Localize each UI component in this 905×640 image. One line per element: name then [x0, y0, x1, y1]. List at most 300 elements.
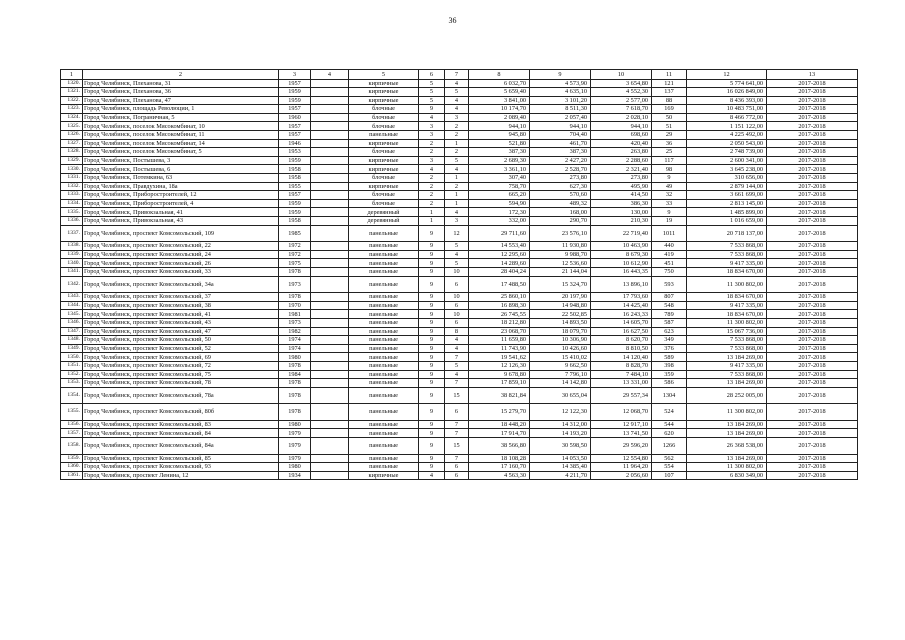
- cell-entrances: 10: [445, 293, 469, 302]
- table-row: [61, 336, 858, 345]
- cell-row-number: 1355.: [61, 404, 83, 421]
- cell-area-8: 23 576,10: [530, 225, 591, 242]
- cell-area-8: 10 306,90: [530, 336, 591, 345]
- cell-cost: 2 600 341,00: [687, 156, 767, 165]
- cell-floors: 5: [419, 88, 445, 97]
- cell-row-number: 1321.: [61, 88, 83, 97]
- cell-col-4: [311, 353, 349, 362]
- cell-residents: 620: [652, 429, 687, 438]
- table-header-row: [61, 70, 858, 80]
- cell-address: Город Челябинск, проспект Комсомольский, 22: [83, 242, 279, 251]
- cell-year-built: 1978: [279, 267, 311, 276]
- cell-wall-material: блочные: [349, 199, 419, 208]
- cell-address: Город Челябинск, проспект Комсомольский, 43: [83, 318, 279, 327]
- cell-entrances: 6: [445, 471, 469, 480]
- cell-col-4: [311, 336, 349, 345]
- cell-area-9: 12 917,10: [591, 420, 652, 429]
- cell-col-4: [311, 471, 349, 480]
- cell-area-8: 704,40: [530, 131, 591, 140]
- cell-total-area: 19 541,62: [469, 353, 530, 362]
- cell-row-number: 1331.: [61, 174, 83, 183]
- cell-col-4: [311, 79, 349, 88]
- cell-period: 2017-2018: [767, 420, 858, 429]
- table-row: [61, 454, 858, 463]
- cell-col-4: [311, 438, 349, 455]
- cell-floors: 1: [419, 217, 445, 226]
- cell-address: Город Челябинск, проспект Комсомольский, 24: [83, 250, 279, 259]
- cell-cost: 26 368 538,00: [687, 438, 767, 455]
- cell-cost: 16 026 849,00: [687, 88, 767, 97]
- cell-wall-material: панельные: [349, 336, 419, 345]
- table-row: [61, 429, 858, 438]
- cell-floors: 9: [419, 370, 445, 379]
- cell-residents: 98: [652, 165, 687, 174]
- cell-area-8: 14 385,40: [530, 463, 591, 472]
- cell-row-number: 1361.: [61, 471, 83, 480]
- cell-period: 2017-2018: [767, 404, 858, 421]
- cell-residents: 589: [652, 353, 687, 362]
- cell-address: Город Челябинск, проспект Комсомольский, 85: [83, 454, 279, 463]
- cell-wall-material: панельные: [349, 353, 419, 362]
- cell-row-number: 1325.: [61, 122, 83, 131]
- cell-year-built: 1958: [279, 174, 311, 183]
- cell-cost: 1 485 899,00: [687, 208, 767, 217]
- cell-area-9: 29 557,34: [591, 387, 652, 404]
- cell-entrances: 4: [445, 250, 469, 259]
- cell-cost: 6 830 349,00: [687, 471, 767, 480]
- cell-col-4: [311, 182, 349, 191]
- cell-area-8: 30 655,04: [530, 387, 591, 404]
- cell-address: Город Челябинск, проспект Комсомольский, 84а: [83, 438, 279, 455]
- cell-area-8: 15 410,02: [530, 353, 591, 362]
- table-row: [61, 174, 858, 183]
- cell-wall-material: панельные: [349, 404, 419, 421]
- cell-area-9: 698,60: [591, 131, 652, 140]
- cell-row-number: 1343.: [61, 293, 83, 302]
- cell-cost: 2 879 144,00: [687, 182, 767, 191]
- cell-residents: 562: [652, 454, 687, 463]
- cell-floors: 9: [419, 267, 445, 276]
- table-row: [61, 420, 858, 429]
- table-row: [61, 318, 858, 327]
- cell-entrances: 7: [445, 420, 469, 429]
- cell-floors: 4: [419, 471, 445, 480]
- cell-total-area: 17 859,10: [469, 379, 530, 388]
- table-row: [61, 139, 858, 148]
- cell-area-9: 14 605,70: [591, 318, 652, 327]
- cell-address: Город Челябинск, Приборостроителей, 4: [83, 199, 279, 208]
- cell-year-built: 1978: [279, 387, 311, 404]
- cell-period: 2017-2018: [767, 199, 858, 208]
- cell-residents: 419: [652, 250, 687, 259]
- cell-area-8: 627,30: [530, 182, 591, 191]
- cell-address: Город Челябинск, проспект Комсомольский, 37: [83, 293, 279, 302]
- cell-col-4: [311, 174, 349, 183]
- cell-cost: 7 533 868,00: [687, 242, 767, 251]
- cell-cost: 7 533 868,00: [687, 250, 767, 259]
- cell-area-8: 3 101,20: [530, 96, 591, 105]
- cell-col-4: [311, 310, 349, 319]
- cell-period: 2017-2018: [767, 156, 858, 165]
- cell-year-built: 1955: [279, 182, 311, 191]
- cell-wall-material: панельные: [349, 327, 419, 336]
- cell-residents: 33: [652, 199, 687, 208]
- cell-address: Город Челябинск, Привокзальная, 41: [83, 208, 279, 217]
- cell-period: 2017-2018: [767, 387, 858, 404]
- cell-total-area: 38 566,80: [469, 438, 530, 455]
- cell-floors: 9: [419, 310, 445, 319]
- table-row: [61, 165, 858, 174]
- cell-cost: 11 300 802,00: [687, 318, 767, 327]
- cell-wall-material: панельные: [349, 318, 419, 327]
- cell-period: 2017-2018: [767, 217, 858, 226]
- cell-floors: 9: [419, 454, 445, 463]
- cell-address: Город Челябинск, проспект Комсомольский, 75: [83, 370, 279, 379]
- cell-year-built: 1979: [279, 429, 311, 438]
- cell-total-area: 172,30: [469, 208, 530, 217]
- cell-period: 2017-2018: [767, 318, 858, 327]
- cell-residents: 25: [652, 148, 687, 157]
- cell-entrances: 2: [445, 182, 469, 191]
- cell-year-built: 1978: [279, 361, 311, 370]
- cell-col-4: [311, 293, 349, 302]
- table-row: [61, 122, 858, 131]
- cell-area-9: 13 896,10: [591, 276, 652, 293]
- cell-total-area: 29 711,60: [469, 225, 530, 242]
- cell-area-9: 414,50: [591, 191, 652, 200]
- cell-row-number: 1346.: [61, 318, 83, 327]
- cell-address: Город Челябинск, проспект Комсомольский, 72: [83, 361, 279, 370]
- cell-cost: 1 151 122,00: [687, 122, 767, 131]
- cell-year-built: 1972: [279, 250, 311, 259]
- cell-address: Город Челябинск, Постышева, 6: [83, 165, 279, 174]
- cell-cost: 8 436 393,00: [687, 96, 767, 105]
- cell-row-number: 1359.: [61, 454, 83, 463]
- cell-total-area: 28 404,24: [469, 267, 530, 276]
- cell-floors: 9: [419, 361, 445, 370]
- column-header-8: 8: [469, 70, 530, 80]
- cell-floors: 9: [419, 293, 445, 302]
- cell-wall-material: панельные: [349, 259, 419, 268]
- cell-residents: 440: [652, 242, 687, 251]
- cell-address: Город Челябинск, проспект Комсомольский, 52: [83, 344, 279, 353]
- cell-area-9: 2 056,60: [591, 471, 652, 480]
- cell-address: Город Челябинск, Правдухина, 18а: [83, 182, 279, 191]
- cell-floors: 9: [419, 301, 445, 310]
- table-row: [61, 131, 858, 140]
- cell-col-4: [311, 122, 349, 131]
- cell-col-4: [311, 208, 349, 217]
- cell-entrances: 4: [445, 79, 469, 88]
- table-row: [61, 259, 858, 268]
- cell-wall-material: кирпичные: [349, 182, 419, 191]
- cell-year-built: 1957: [279, 79, 311, 88]
- cell-area-8: 14 053,50: [530, 454, 591, 463]
- cell-address: Город Челябинск, проспект Комсомольский, 69: [83, 353, 279, 362]
- cell-col-4: [311, 225, 349, 242]
- cell-area-9: 7 618,70: [591, 105, 652, 114]
- cell-residents: 137: [652, 88, 687, 97]
- cell-area-9: 16 243,33: [591, 310, 652, 319]
- cell-residents: 29: [652, 131, 687, 140]
- cell-entrances: 4: [445, 105, 469, 114]
- cell-address: Город Челябинск, площадь Революции, 1: [83, 105, 279, 114]
- cell-residents: 789: [652, 310, 687, 319]
- cell-entrances: 5: [445, 242, 469, 251]
- cell-cost: 9 417 335,00: [687, 259, 767, 268]
- cell-cost: 11 300 802,00: [687, 276, 767, 293]
- cell-area-8: 461,70: [530, 139, 591, 148]
- cell-cost: 8 466 772,00: [687, 113, 767, 122]
- cell-area-9: 11 964,20: [591, 463, 652, 472]
- cell-residents: 19: [652, 217, 687, 226]
- table-row: [61, 191, 858, 200]
- cell-cost: 3 661 699,00: [687, 191, 767, 200]
- cell-residents: 524: [652, 404, 687, 421]
- table-row: [61, 217, 858, 226]
- cell-floors: 9: [419, 250, 445, 259]
- cell-area-9: 22 719,40: [591, 225, 652, 242]
- cell-cost: 13 184 269,00: [687, 379, 767, 388]
- cell-area-8: 9 662,50: [530, 361, 591, 370]
- cell-area-8: 14 312,00: [530, 420, 591, 429]
- cell-col-4: [311, 276, 349, 293]
- cell-col-4: [311, 165, 349, 174]
- cell-entrances: 4: [445, 344, 469, 353]
- table-body: [61, 70, 858, 480]
- table-row: [61, 327, 858, 336]
- cell-entrances: 5: [445, 361, 469, 370]
- cell-residents: 1304: [652, 387, 687, 404]
- cell-total-area: 17 488,50: [469, 276, 530, 293]
- cell-cost: 9 417 335,00: [687, 301, 767, 310]
- cell-row-number: 1353.: [61, 379, 83, 388]
- cell-year-built: 1978: [279, 404, 311, 421]
- cell-period: 2017-2018: [767, 182, 858, 191]
- cell-cost: 1 016 659,00: [687, 217, 767, 226]
- cell-total-area: 4 563,30: [469, 471, 530, 480]
- cell-cost: 2 813 145,00: [687, 199, 767, 208]
- cell-area-9: 495,90: [591, 182, 652, 191]
- cell-wall-material: панельные: [349, 438, 419, 455]
- cell-area-8: 30 598,50: [530, 438, 591, 455]
- cell-col-4: [311, 267, 349, 276]
- page-number: 36: [448, 16, 457, 25]
- cell-cost: 11 300 802,00: [687, 463, 767, 472]
- cell-area-9: 2 577,00: [591, 96, 652, 105]
- table-row: [61, 387, 858, 404]
- cell-row-number: 1335.: [61, 208, 83, 217]
- cell-total-area: 26 745,55: [469, 310, 530, 319]
- cell-total-area: 2 089,40: [469, 113, 530, 122]
- cell-entrances: 5: [445, 259, 469, 268]
- cell-year-built: 1957: [279, 105, 311, 114]
- cell-total-area: 14 553,40: [469, 242, 530, 251]
- cell-wall-material: кирпичные: [349, 139, 419, 148]
- cell-col-4: [311, 420, 349, 429]
- column-header-9: 9: [530, 70, 591, 80]
- cell-cost: 20 718 137,00: [687, 225, 767, 242]
- cell-total-area: 17 160,70: [469, 463, 530, 472]
- cell-total-area: 944,10: [469, 122, 530, 131]
- cell-year-built: 1959: [279, 199, 311, 208]
- cell-period: 2017-2018: [767, 79, 858, 88]
- table-row: [61, 310, 858, 319]
- cell-period: 2017-2018: [767, 174, 858, 183]
- cell-area-9: 8 679,30: [591, 250, 652, 259]
- cell-cost: 13 184 269,00: [687, 353, 767, 362]
- cell-total-area: 11 659,80: [469, 336, 530, 345]
- cell-residents: 32: [652, 191, 687, 200]
- cell-total-area: 521,80: [469, 139, 530, 148]
- cell-period: 2017-2018: [767, 353, 858, 362]
- cell-address: Город Челябинск, проспект Комсомольский, 33: [83, 267, 279, 276]
- column-header-12: 12: [687, 70, 767, 80]
- cell-cost: 3 645 238,00: [687, 165, 767, 174]
- cell-residents: 107: [652, 471, 687, 480]
- cell-period: 2017-2018: [767, 139, 858, 148]
- cell-total-area: 12 126,30: [469, 361, 530, 370]
- cell-area-8: 9 988,70: [530, 250, 591, 259]
- cell-area-8: 4 635,10: [530, 88, 591, 97]
- cell-wall-material: панельные: [349, 242, 419, 251]
- cell-col-4: [311, 250, 349, 259]
- cell-total-area: 307,40: [469, 174, 530, 183]
- column-header-7: 7: [445, 70, 469, 80]
- cell-area-9: 210,30: [591, 217, 652, 226]
- cell-entrances: 2: [445, 122, 469, 131]
- cell-wall-material: кирпичные: [349, 79, 419, 88]
- cell-total-area: 12 295,60: [469, 250, 530, 259]
- cell-total-area: 3 841,00: [469, 96, 530, 105]
- column-header-1: 1: [61, 70, 83, 80]
- cell-area-9: 10 612,90: [591, 259, 652, 268]
- cell-period: 2017-2018: [767, 344, 858, 353]
- cell-row-number: 1320.: [61, 79, 83, 88]
- cell-floors: 5: [419, 79, 445, 88]
- cell-floors: 9: [419, 242, 445, 251]
- cell-wall-material: деревянный: [349, 217, 419, 226]
- cell-entrances: 3: [445, 113, 469, 122]
- cell-col-4: [311, 379, 349, 388]
- cell-address: Город Челябинск, поселок Мясокомбинат, 10: [83, 122, 279, 131]
- cell-period: 2017-2018: [767, 438, 858, 455]
- cell-area-8: 2 427,20: [530, 156, 591, 165]
- cell-floors: 9: [419, 420, 445, 429]
- cell-residents: 807: [652, 293, 687, 302]
- cell-period: 2017-2018: [767, 379, 858, 388]
- cell-area-8: 2 528,70: [530, 165, 591, 174]
- cell-col-4: [311, 131, 349, 140]
- cell-year-built: 1985: [279, 225, 311, 242]
- cell-cost: 11 300 802,00: [687, 404, 767, 421]
- cell-wall-material: панельные: [349, 131, 419, 140]
- cell-wall-material: панельные: [349, 420, 419, 429]
- cell-col-4: [311, 370, 349, 379]
- cell-row-number: 1338.: [61, 242, 83, 251]
- cell-entrances: 6: [445, 404, 469, 421]
- cell-period: 2017-2018: [767, 463, 858, 472]
- cell-col-4: [311, 259, 349, 268]
- cell-area-9: 3 654,80: [591, 79, 652, 88]
- cell-wall-material: панельные: [349, 379, 419, 388]
- cell-residents: 117: [652, 156, 687, 165]
- cell-row-number: 1358.: [61, 438, 83, 455]
- cell-floors: 9: [419, 379, 445, 388]
- cell-total-area: 387,30: [469, 148, 530, 157]
- cell-area-9: 14 120,40: [591, 353, 652, 362]
- cell-row-number: 1341.: [61, 267, 83, 276]
- housing-registry-table: [60, 69, 858, 480]
- table-row: [61, 301, 858, 310]
- cell-period: 2017-2018: [767, 361, 858, 370]
- cell-residents: 451: [652, 259, 687, 268]
- cell-year-built: 1960: [279, 113, 311, 122]
- cell-col-4: [311, 404, 349, 421]
- column-header-6: 6: [419, 70, 445, 80]
- cell-wall-material: блочные: [349, 148, 419, 157]
- cell-total-area: 2 689,30: [469, 156, 530, 165]
- cell-cost: 310 656,00: [687, 174, 767, 183]
- cell-row-number: 1344.: [61, 301, 83, 310]
- cell-year-built: 1959: [279, 88, 311, 97]
- cell-residents: 398: [652, 361, 687, 370]
- cell-total-area: 594,90: [469, 199, 530, 208]
- cell-col-4: [311, 429, 349, 438]
- cell-period: 2017-2018: [767, 225, 858, 242]
- cell-year-built: 1980: [279, 420, 311, 429]
- cell-area-9: 13 741,50: [591, 429, 652, 438]
- cell-wall-material: панельные: [349, 250, 419, 259]
- table-row: [61, 344, 858, 353]
- cell-address: Город Челябинск, Приборостроителей, 12: [83, 191, 279, 200]
- cell-address: Город Челябинск, Привокзальная, 43: [83, 217, 279, 226]
- cell-col-4: [311, 217, 349, 226]
- cell-total-area: 945,80: [469, 131, 530, 140]
- cell-period: 2017-2018: [767, 96, 858, 105]
- cell-row-number: 1345.: [61, 310, 83, 319]
- cell-area-9: 10 463,90: [591, 242, 652, 251]
- cell-year-built: 1970: [279, 301, 311, 310]
- cell-address: Город Челябинск, Постышева, 3: [83, 156, 279, 165]
- cell-year-built: 1974: [279, 336, 311, 345]
- cell-row-number: 1337.: [61, 225, 83, 242]
- table-row: [61, 199, 858, 208]
- cell-period: 2017-2018: [767, 336, 858, 345]
- cell-year-built: 1946: [279, 139, 311, 148]
- cell-total-area: 758,70: [469, 182, 530, 191]
- cell-row-number: 1351.: [61, 361, 83, 370]
- cell-col-4: [311, 148, 349, 157]
- cell-address: Город Челябинск, Пограничная, 5: [83, 113, 279, 122]
- cell-area-9: 12 068,70: [591, 404, 652, 421]
- cell-wall-material: блочные: [349, 191, 419, 200]
- cell-address: Город Челябинск, проспект Комсомольский, 80б: [83, 404, 279, 421]
- cell-address: Город Челябинск, проспект Комсомольский, 47: [83, 327, 279, 336]
- cell-period: 2017-2018: [767, 310, 858, 319]
- cell-wall-material: кирпичные: [349, 471, 419, 480]
- cell-area-8: 944,10: [530, 122, 591, 131]
- cell-floors: 9: [419, 259, 445, 268]
- cell-area-8: 20 197,90: [530, 293, 591, 302]
- cell-floors: 2: [419, 199, 445, 208]
- cell-area-8: 489,32: [530, 199, 591, 208]
- cell-total-area: 38 821,84: [469, 387, 530, 404]
- cell-floors: 3: [419, 131, 445, 140]
- cell-row-number: 1322.: [61, 96, 83, 105]
- cell-residents: 623: [652, 327, 687, 336]
- cell-col-4: [311, 96, 349, 105]
